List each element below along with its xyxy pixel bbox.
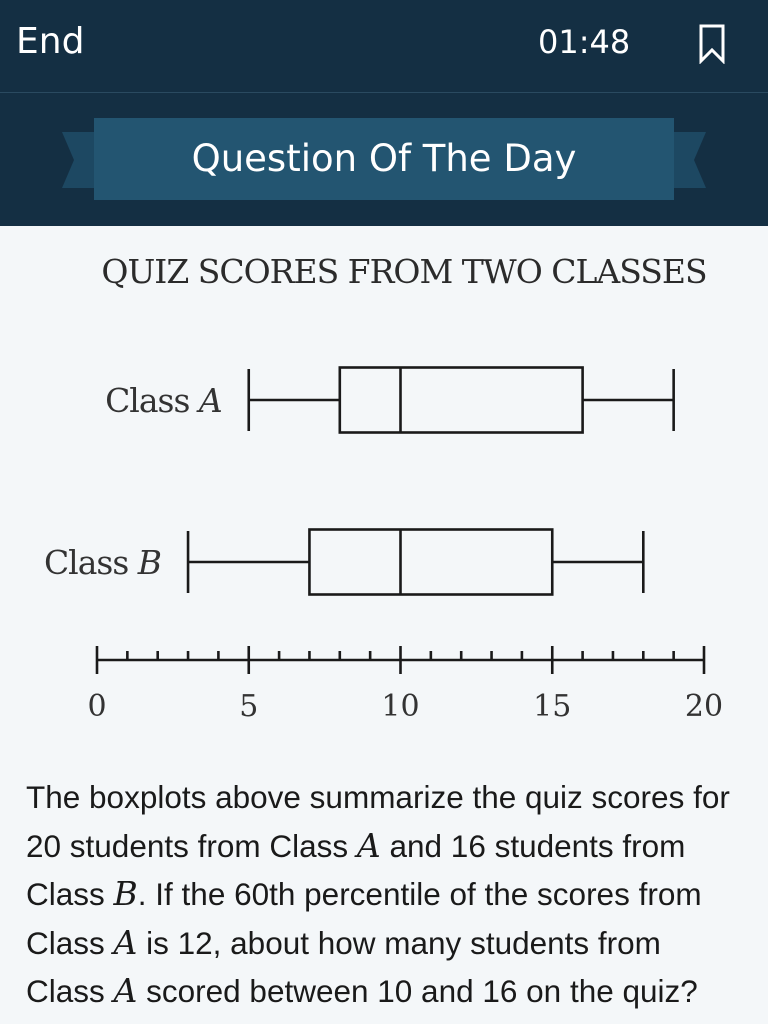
ribbon-left-tail [62, 132, 98, 188]
header [0, 0, 768, 226]
x-tick-label: 0 [87, 689, 107, 724]
x-tick-label: 5 [239, 689, 259, 724]
end-button[interactable]: End [16, 21, 85, 62]
variable-b: B [113, 874, 138, 913]
class-a-label: Class A [105, 381, 223, 420]
bookmark-icon[interactable] [698, 24, 726, 64]
timer: 01:48 [538, 23, 631, 61]
question-text-part: scored between 10 and 16 on the quiz? [137, 973, 698, 1009]
variable-a: A [113, 922, 138, 962]
question-of-the-day-banner [62, 118, 706, 202]
ribbon-right-tail [670, 132, 706, 188]
top-bar [0, 0, 768, 93]
class-b-box [309, 530, 552, 595]
question-text-part: and 16 students from Class [26, 827, 686, 912]
question-text-part: . If the 60th percentile of the scores from Class [26, 876, 702, 961]
variable-a: A [113, 971, 138, 1010]
question-text-part: The boxplots above summarize the quiz scores for 20 students from Class [26, 779, 730, 864]
x-tick-label: 15 [533, 689, 572, 724]
variable-a: A [356, 825, 381, 865]
x-tick-label: 10 [381, 689, 420, 724]
chart-title: QUIZ SCORES FROM TWO CLASSES [101, 252, 707, 291]
class-b-label: Class B [43, 543, 163, 582]
boxplot-chart [0, 330, 768, 750]
question-text-part: is 12, about how many students from Class [26, 924, 661, 1009]
x-tick-label: 20 [684, 689, 724, 724]
banner-title: Question Of The Day [94, 118, 674, 200]
class-a-box [340, 368, 583, 433]
question-text [26, 774, 746, 1016]
